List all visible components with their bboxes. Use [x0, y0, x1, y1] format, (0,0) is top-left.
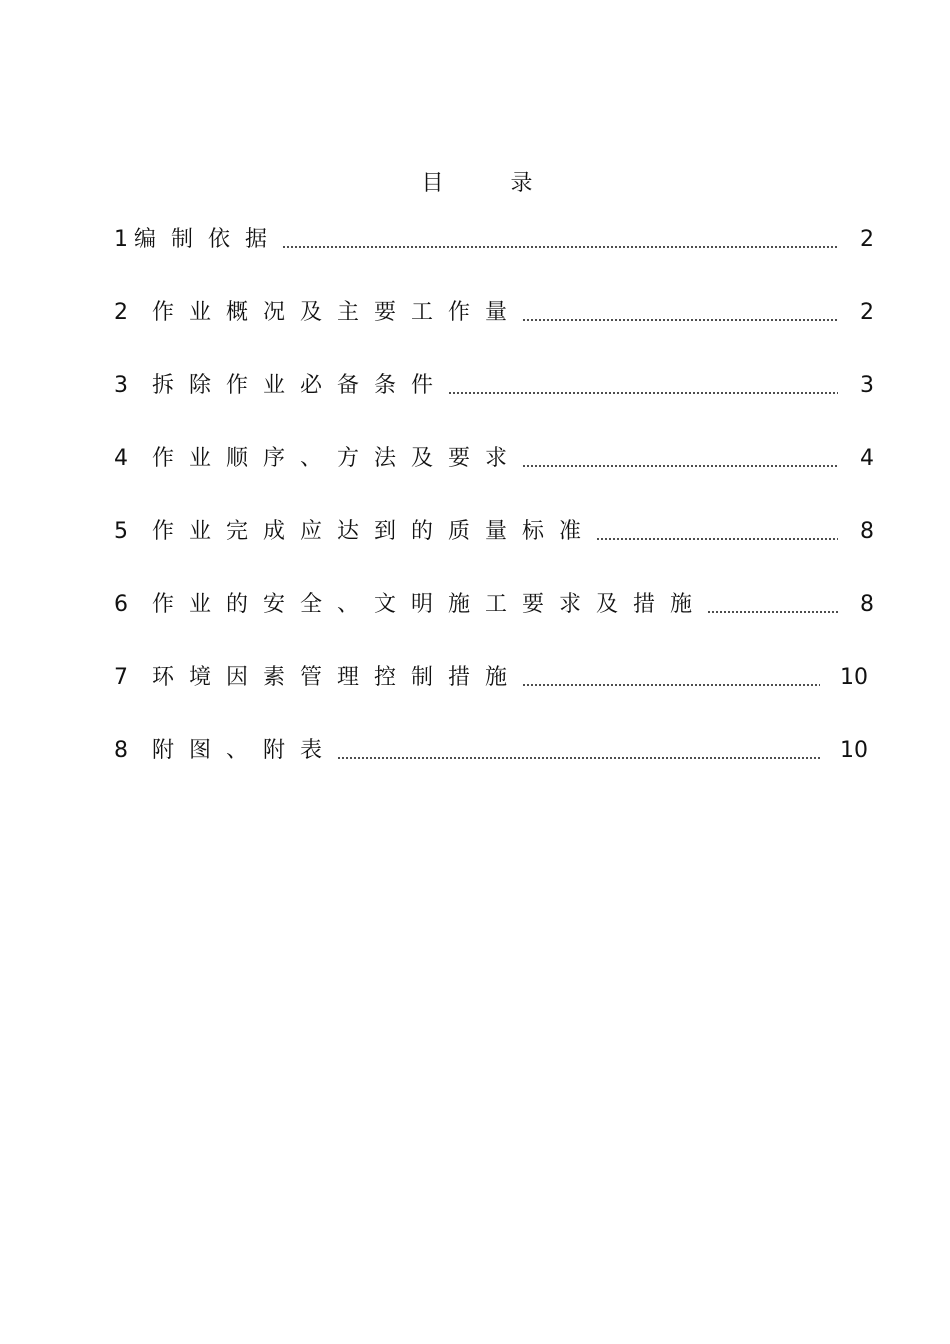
toc-entry[interactable]	[114, 663, 866, 693]
toc-dot-leader	[337, 757, 820, 759]
toc-entry-number: 3	[114, 373, 128, 398]
toc-entry[interactable]	[114, 444, 874, 474]
toc-entry-number: 6	[114, 592, 128, 617]
toc-dot-leader	[522, 319, 838, 321]
toc-entry-page: 8	[860, 592, 874, 617]
toc-entry-page: 2	[860, 300, 874, 325]
toc-entry-number: 7	[114, 665, 128, 690]
toc-entry-page: 3	[860, 373, 874, 398]
toc-entry-label: 附图、附表	[152, 738, 338, 763]
toc-entry[interactable]	[114, 736, 866, 766]
toc-dot-leader	[522, 465, 838, 467]
toc-dot-leader	[448, 392, 838, 394]
toc-dot-leader	[596, 538, 838, 540]
toc-entry-label: 作业的安全、文明施工要求及措施	[152, 592, 708, 617]
toc-entry[interactable]	[114, 590, 874, 620]
toc-entry[interactable]	[114, 517, 874, 547]
toc-entry[interactable]	[114, 298, 874, 328]
toc-entry-number: 1	[114, 227, 128, 252]
toc-entry-number: 5	[114, 519, 128, 544]
toc-entry-label: 拆除作业必备条件	[152, 373, 449, 398]
toc-entry-number: 4	[114, 446, 128, 471]
toc-entry-label: 编制依据	[134, 227, 283, 252]
toc-dot-leader	[282, 246, 838, 248]
toc-entry-label: 作业完成应达到的质量标准	[152, 519, 597, 544]
toc-dot-leader	[522, 684, 820, 686]
toc-entry-label: 作业顺序、方法及要求	[152, 446, 523, 471]
toc-entry-page: 10	[840, 738, 868, 763]
toc-entry[interactable]	[114, 225, 874, 255]
toc-entry-label: 环境因素管理控制措施	[152, 665, 523, 690]
toc-entry-number: 8	[114, 738, 128, 763]
toc-dot-leader	[707, 611, 838, 613]
toc-entry-page: 10	[840, 665, 868, 690]
toc-entry-label: 作业概况及主要工作量	[152, 300, 523, 325]
toc-entry-page: 2	[860, 227, 874, 252]
toc-entry-page: 4	[860, 446, 874, 471]
toc-title: 目 录	[421, 171, 563, 196]
toc-entry[interactable]	[114, 371, 874, 401]
toc-entry-page: 8	[860, 519, 874, 544]
toc-entry-number: 2	[114, 300, 128, 325]
